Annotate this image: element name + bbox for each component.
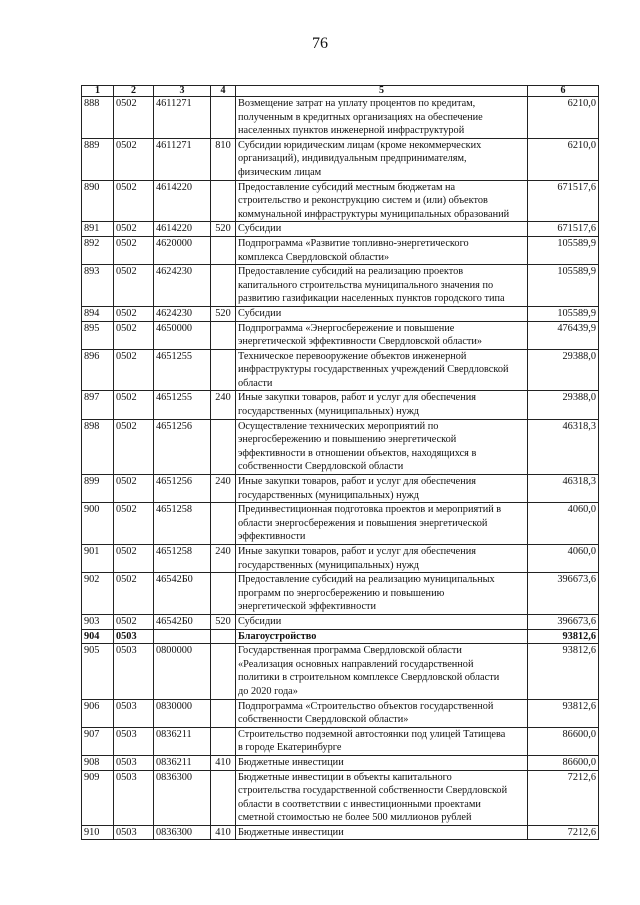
description-line: Бюджетные инвестиции в объекты капитального xyxy=(238,771,452,783)
description-line: эффективности xyxy=(238,531,306,543)
description-line: полученным в кредитных организациях на обеспечение xyxy=(238,111,483,123)
row-number-cell: 888 xyxy=(82,97,114,139)
target-code-cell: 0836211 xyxy=(154,755,211,770)
table-row xyxy=(82,97,599,139)
expense-type-cell xyxy=(211,573,236,615)
description-cell xyxy=(236,391,528,419)
target-code-cell: 4651256 xyxy=(154,419,211,474)
description-line: «Реализация основных направлений государственной xyxy=(238,658,474,670)
description-cell xyxy=(236,306,528,321)
description-line: коммунальной инфраструктуры муниципальных образований xyxy=(238,208,510,220)
table-row xyxy=(82,391,599,419)
description-cell xyxy=(236,727,528,755)
row-number-cell: 909 xyxy=(82,770,114,825)
row-number-cell: 899 xyxy=(82,475,114,503)
row-number-cell: 894 xyxy=(82,306,114,321)
description-line: Предоставление субсидий местным бюджетам на xyxy=(238,181,456,193)
expense-type-cell: 810 xyxy=(211,138,236,180)
row-number-cell: 897 xyxy=(82,391,114,419)
description-line: государственных (муниципальных) нужд xyxy=(238,406,419,418)
target-code-cell: 0800000 xyxy=(154,644,211,699)
description-cell xyxy=(236,97,528,139)
section-code-cell: 0502 xyxy=(114,545,154,573)
description-line: инфраструктуры государственных учреждений Свердловской xyxy=(238,364,509,376)
row-number-cell: 903 xyxy=(82,614,114,629)
description-line: энергетической эффективности Свердловской области» xyxy=(238,336,483,348)
description-cell xyxy=(236,321,528,349)
budget-table xyxy=(81,85,599,840)
description-cell xyxy=(236,475,528,503)
description-line: области энергосбережения и повышения энергетической xyxy=(238,517,488,529)
section-code-cell: 0503 xyxy=(114,699,154,727)
target-code-cell xyxy=(154,629,211,644)
section-code-cell: 0502 xyxy=(114,321,154,349)
amount-cell: 93812,6 xyxy=(528,699,599,727)
amount-cell: 6210,0 xyxy=(528,97,599,139)
target-code-cell: 4611271 xyxy=(154,138,211,180)
description-line: области в соответствии с инвестиционными проектами xyxy=(238,798,481,810)
table-row xyxy=(82,825,599,840)
expense-type-cell xyxy=(211,629,236,644)
target-code-cell: 0836211 xyxy=(154,727,211,755)
expense-type-cell: 520 xyxy=(211,614,236,629)
amount-cell: 4060,0 xyxy=(528,503,599,545)
page-number: 76 xyxy=(312,35,328,52)
section-code-cell: 0502 xyxy=(114,138,154,180)
table-row xyxy=(82,222,599,237)
row-number-cell: 910 xyxy=(82,825,114,840)
expense-type-cell xyxy=(211,419,236,474)
row-number-cell: 890 xyxy=(82,180,114,222)
description-line: в городе Екатеринбурге xyxy=(238,742,342,754)
description-line: сметной стоимостью не более 500 миллионов рублей xyxy=(238,812,472,824)
table-row xyxy=(82,321,599,349)
amount-cell: 105589,9 xyxy=(528,306,599,321)
amount-cell: 46318,3 xyxy=(528,475,599,503)
row-number-cell: 895 xyxy=(82,321,114,349)
description-line: Субсидии xyxy=(238,615,282,627)
expense-type-cell: 240 xyxy=(211,391,236,419)
section-code-cell: 0502 xyxy=(114,97,154,139)
description-line: государственных (муниципальных) нужд xyxy=(238,489,419,501)
description-cell xyxy=(236,644,528,699)
row-number-cell: 908 xyxy=(82,755,114,770)
table-row xyxy=(82,236,599,264)
amount-cell: 671517,6 xyxy=(528,222,599,237)
description-line: политики в строительном комплексе Свердловской области xyxy=(238,672,500,684)
description-cell xyxy=(236,825,528,840)
section-code-cell: 0502 xyxy=(114,503,154,545)
table-row xyxy=(82,419,599,474)
table-row xyxy=(82,573,599,615)
target-code-cell: 4651255 xyxy=(154,349,211,391)
table-row xyxy=(82,644,599,699)
description-line: Подпрограмма «Развитие топливно-энергетического xyxy=(238,237,469,249)
column-header: 3 xyxy=(154,86,211,97)
target-code-cell: 4650000 xyxy=(154,321,211,349)
amount-cell: 105589,9 xyxy=(528,236,599,264)
row-number-cell: 905 xyxy=(82,644,114,699)
target-code-cell: 4614220 xyxy=(154,180,211,222)
column-header: 5 xyxy=(236,86,528,97)
section-code-cell: 0502 xyxy=(114,419,154,474)
expense-type-cell: 240 xyxy=(211,475,236,503)
row-number-cell: 896 xyxy=(82,349,114,391)
description-line: программ по энергосбережению и повышению xyxy=(238,587,445,599)
section-code-cell: 0502 xyxy=(114,222,154,237)
expense-type-cell xyxy=(211,727,236,755)
amount-cell: 7212,6 xyxy=(528,770,599,825)
description-line: населенных пунктов инженерной инфраструктурой xyxy=(238,125,465,137)
description-line: Иные закупки товаров, работ и услуг для обеспечения xyxy=(238,546,476,557)
description-line: области xyxy=(238,377,273,389)
target-code-cell: 4611271 xyxy=(154,97,211,139)
description-line: Предоставление субсидий на реализацию муниципальных xyxy=(238,574,495,586)
section-code-cell: 0502 xyxy=(114,475,154,503)
table-row xyxy=(82,306,599,321)
row-number-cell: 900 xyxy=(82,503,114,545)
description-line: Субсидии юридическим лицам (кроме некоммерческих xyxy=(238,139,482,151)
row-number-cell: 889 xyxy=(82,138,114,180)
description-line: Иные закупки товаров, работ и услуг для обеспечения xyxy=(238,476,476,488)
row-number-cell: 907 xyxy=(82,727,114,755)
description-line: Субсидии xyxy=(238,307,282,319)
section-code-cell: 0503 xyxy=(114,770,154,825)
description-cell xyxy=(236,755,528,770)
amount-cell: 6210,0 xyxy=(528,138,599,180)
description-line: Благоустройство xyxy=(238,630,317,642)
table-row xyxy=(82,545,599,573)
table-row xyxy=(82,699,599,727)
target-code-cell: 4651255 xyxy=(154,391,211,419)
expense-type-cell xyxy=(211,265,236,307)
description-line: Подпрограмма «Строительство объектов государственной xyxy=(238,700,494,712)
row-number-cell: 893 xyxy=(82,265,114,307)
section-code-cell: 0502 xyxy=(114,614,154,629)
target-code-cell: 46542Б0 xyxy=(154,614,211,629)
description-line: Предоставление субсидий на реализацию проектов xyxy=(238,266,464,278)
description-line: Осуществление технических мероприятий по xyxy=(238,420,439,432)
description-line: собственности Свердловской области» xyxy=(238,714,409,726)
column-header: 1 xyxy=(82,86,114,97)
section-code-cell: 0503 xyxy=(114,825,154,840)
section-code-cell: 0502 xyxy=(114,306,154,321)
amount-cell: 476439,9 xyxy=(528,321,599,349)
table-row xyxy=(82,614,599,629)
description-cell xyxy=(236,222,528,237)
description-line: физическим лицам xyxy=(238,166,322,178)
target-code-cell: 4651258 xyxy=(154,503,211,545)
expense-type-cell: 520 xyxy=(211,306,236,321)
description-line: строительства государственной собственности Свердловской xyxy=(238,785,508,797)
expense-type-cell xyxy=(211,644,236,699)
amount-cell: 396673,6 xyxy=(528,614,599,629)
column-header: 4 xyxy=(211,86,236,97)
table-row xyxy=(82,770,599,825)
target-code-cell: 46542Б0 xyxy=(154,573,211,615)
target-code-cell: 4651256 xyxy=(154,475,211,503)
row-number-cell: 901 xyxy=(82,545,114,573)
amount-cell: 29388,0 xyxy=(528,391,599,419)
expense-type-cell: 410 xyxy=(211,755,236,770)
amount-cell: 93812,6 xyxy=(528,629,599,644)
amount-cell: 396673,6 xyxy=(528,573,599,615)
description-cell xyxy=(236,614,528,629)
section-code-cell: 0502 xyxy=(114,573,154,615)
description-cell xyxy=(236,699,528,727)
description-cell xyxy=(236,265,528,307)
description-line: энергосбережению и повышению энергетической xyxy=(238,434,457,446)
description-cell xyxy=(236,629,528,644)
description-line: Государственная программа Свердловской области xyxy=(238,645,462,657)
table-body xyxy=(82,97,599,840)
target-code-cell: 0830000 xyxy=(154,699,211,727)
section-code-cell: 0503 xyxy=(114,644,154,699)
column-header: 6 xyxy=(528,86,599,97)
amount-cell: 93812,6 xyxy=(528,644,599,699)
target-code-cell: 0836300 xyxy=(154,825,211,840)
table-row xyxy=(82,349,599,391)
section-code-cell: 0502 xyxy=(114,236,154,264)
table-row xyxy=(82,475,599,503)
expense-type-cell: 520 xyxy=(211,222,236,237)
description-line: Иные закупки товаров, работ и услуг для обеспечения xyxy=(238,392,476,404)
description-cell xyxy=(236,236,528,264)
description-line: организаций), индивидуальным предпринимателям, xyxy=(238,153,467,165)
description-line: строительство и реконструкцию систем и (или) объектов xyxy=(238,195,488,207)
description-line: эффективности в отношении объектов, находящихся в xyxy=(238,447,477,459)
table-row xyxy=(82,503,599,545)
expense-type-cell xyxy=(211,236,236,264)
section-code-cell: 0502 xyxy=(114,349,154,391)
table-row xyxy=(82,180,599,222)
expense-type-cell xyxy=(211,180,236,222)
amount-cell: 86600,0 xyxy=(528,755,599,770)
description-cell xyxy=(236,419,528,474)
table-row xyxy=(82,727,599,755)
description-line: собственности Свердловской области xyxy=(238,461,404,473)
column-header: 2 xyxy=(114,86,154,97)
expense-type-cell xyxy=(211,321,236,349)
expense-type-cell: 240 xyxy=(211,545,236,573)
row-number-cell: 891 xyxy=(82,222,114,237)
table-row xyxy=(82,265,599,307)
description-line: капитального строительства муниципального значения по xyxy=(238,279,494,291)
description-cell xyxy=(236,503,528,545)
description-cell xyxy=(236,349,528,391)
description-line: Техническое перевооружение объектов инженерной xyxy=(238,350,467,362)
section-code-cell: 0503 xyxy=(114,727,154,755)
description-cell xyxy=(236,545,528,573)
expense-type-cell xyxy=(211,503,236,545)
amount-cell: 7212,6 xyxy=(528,825,599,840)
target-code-cell: 4624230 xyxy=(154,306,211,321)
description-cell xyxy=(236,573,528,615)
expense-type-cell: 410 xyxy=(211,825,236,840)
row-number-cell: 904 xyxy=(82,629,114,644)
expense-type-cell xyxy=(211,97,236,139)
description-line: Возмещение затрат на уплату процентов по кредитам, xyxy=(238,98,476,109)
description-cell xyxy=(236,180,528,222)
description-line: государственных (муниципальных) нужд xyxy=(238,559,419,571)
description-line: Бюджетные инвестиции xyxy=(238,826,344,838)
description-line: Подпрограмма «Энергосбережение и повышение xyxy=(238,322,455,334)
amount-cell: 46318,3 xyxy=(528,419,599,474)
row-number-cell: 906 xyxy=(82,699,114,727)
table-header-row xyxy=(82,86,599,97)
section-code-cell: 0503 xyxy=(114,755,154,770)
description-line: энергетической эффективности xyxy=(238,601,377,613)
section-code-cell: 0502 xyxy=(114,391,154,419)
description-line: комплекса Свердловской области» xyxy=(238,251,390,263)
amount-cell: 29388,0 xyxy=(528,349,599,391)
description-line: развитию газификации населенных пунктов городского типа xyxy=(238,293,505,305)
target-code-cell: 4620000 xyxy=(154,236,211,264)
target-code-cell: 0836300 xyxy=(154,770,211,825)
table-row xyxy=(82,755,599,770)
description-cell xyxy=(236,138,528,180)
description-cell xyxy=(236,770,528,825)
description-line: до 2020 года» xyxy=(238,685,298,697)
target-code-cell: 4651258 xyxy=(154,545,211,573)
table-row xyxy=(82,629,599,644)
row-number-cell: 902 xyxy=(82,573,114,615)
amount-cell: 105589,9 xyxy=(528,265,599,307)
section-code-cell: 0502 xyxy=(114,265,154,307)
expense-type-cell xyxy=(211,699,236,727)
row-number-cell: 898 xyxy=(82,419,114,474)
description-line: Прединвестиционная подготовка проектов и мероприятий в xyxy=(238,504,502,516)
table-row xyxy=(82,138,599,180)
amount-cell: 86600,0 xyxy=(528,727,599,755)
description-line: Бюджетные инвестиции xyxy=(238,756,344,768)
expense-type-cell xyxy=(211,770,236,825)
expense-type-cell xyxy=(211,349,236,391)
section-code-cell: 0502 xyxy=(114,180,154,222)
section-code-cell: 0503 xyxy=(114,629,154,644)
description-line: Субсидии xyxy=(238,223,282,235)
target-code-cell: 4614220 xyxy=(154,222,211,237)
target-code-cell: 4624230 xyxy=(154,265,211,307)
amount-cell: 4060,0 xyxy=(528,545,599,573)
row-number-cell: 892 xyxy=(82,236,114,264)
description-line: Строительство подземной автостоянки под улицей Татищева xyxy=(238,728,506,740)
amount-cell: 671517,6 xyxy=(528,180,599,222)
